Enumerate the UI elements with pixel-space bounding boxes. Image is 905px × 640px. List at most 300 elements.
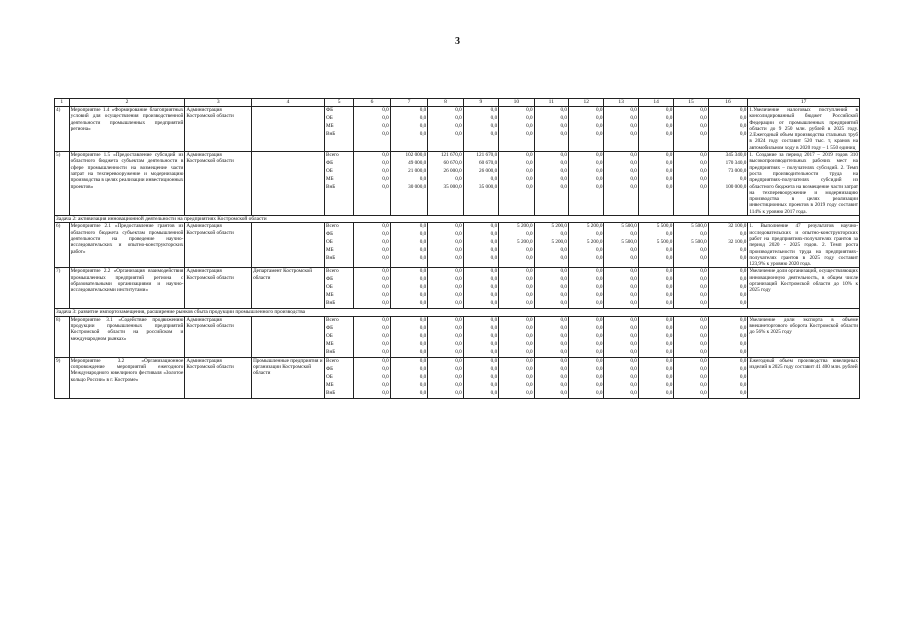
amount-value: 30 000,0	[408, 184, 427, 191]
amount-value: 0,0	[665, 152, 673, 159]
executor: Администрация Костромской области	[185, 268, 252, 309]
amount-value: 0,0	[560, 268, 568, 275]
amount-value: 0,0	[630, 340, 637, 347]
amount-column	[463, 357, 498, 398]
amount-value: 0,0	[490, 268, 498, 275]
amount-column	[499, 316, 534, 357]
funding-source-label: ВнБ	[326, 300, 336, 307]
executor: Администрация Костромской области	[185, 107, 252, 152]
amount-value: 60 670,0	[479, 160, 498, 167]
amount-value: 0,0	[526, 123, 533, 129]
amount-value: 0,0	[382, 176, 389, 183]
amount-column	[354, 268, 390, 309]
amount-value: 0,0	[700, 123, 707, 129]
amount-value: 0,0	[419, 123, 427, 129]
amount-value: 0,0	[382, 115, 389, 121]
amount-value: 0,0	[700, 316, 707, 323]
amount-value: 121 670,0	[476, 152, 498, 159]
amount-value: 0,0	[382, 268, 389, 275]
amount-value: 0,0	[455, 340, 462, 347]
column-header: 3	[185, 99, 252, 107]
amount-column	[390, 152, 428, 216]
header-row	[55, 99, 860, 107]
amount-value: 0,0	[455, 332, 462, 339]
amount-value: 0,0	[700, 247, 707, 254]
amount-value: 0,0	[419, 348, 427, 355]
amount-value: 0,0	[490, 332, 498, 339]
amount-value: 0,0	[700, 268, 707, 275]
column-header: 10	[499, 99, 534, 107]
amount-value: 0,0	[630, 168, 637, 175]
amount-value: 0,0	[382, 316, 389, 323]
measure-name: Мероприятие 3.1 «Содействие продвижению продукции промышленных предприятий Костромской области на российском и международном рынках»	[69, 316, 185, 357]
amount-value: 0,0	[382, 348, 389, 355]
amount-value: 0,0	[700, 292, 707, 299]
amount-column	[463, 107, 498, 152]
amount-value: 0,0	[560, 184, 568, 191]
amount-value: 0,0	[490, 231, 498, 238]
amount-value: 0,0	[560, 255, 568, 262]
amount-value: 0,0	[665, 357, 673, 364]
amount-value: 0,0	[455, 389, 462, 396]
amount-value: 0,0	[595, 231, 603, 238]
funding-sources	[325, 268, 354, 309]
amount-value: 0,0	[700, 184, 707, 191]
amount-value: 0,0	[595, 316, 603, 323]
amount-value: 0,0	[560, 300, 568, 307]
amount-value: 0,0	[630, 255, 637, 262]
measure-row	[55, 357, 860, 398]
amount-value: 0,0	[419, 268, 427, 275]
amount-value: 0,0	[560, 152, 568, 159]
amount-value: 0,0	[739, 389, 747, 396]
column-header: 4	[252, 99, 325, 107]
amount-value: 0,0	[419, 324, 427, 331]
amount-value: 0,0	[419, 231, 427, 238]
amount-value: 0,0	[382, 107, 389, 113]
funding-source-label: ОБ	[326, 332, 333, 339]
funding-source-label: МБ	[326, 123, 334, 129]
amount-value: 345 340,0	[725, 152, 747, 159]
amount-value: 0,0	[630, 107, 637, 113]
amount-value: 5 500,0	[656, 223, 673, 230]
column-header: 7	[390, 99, 428, 107]
amount-value: 0,0	[595, 348, 603, 355]
amount-value: 0,0	[419, 340, 427, 347]
amount-value: 0,0	[560, 115, 568, 121]
amount-value: 0,0	[595, 276, 603, 283]
amount-value: 0,0	[419, 365, 427, 372]
amount-value: 0,0	[700, 348, 707, 355]
amount-value: 0,0	[700, 365, 707, 372]
amount-value: 0,0	[382, 239, 389, 246]
amount-value: 0,0	[665, 160, 673, 167]
amount-value: 0,0	[490, 107, 498, 113]
executor: Администрация Костромской области	[185, 223, 252, 268]
amount-value: 0,0	[700, 168, 707, 175]
amount-value: 0,0	[455, 292, 462, 299]
amount-value: 32 100,0	[728, 239, 747, 246]
amount-value: 0,0	[595, 255, 603, 262]
amount-value: 0,0	[630, 292, 637, 299]
amount-value: 0,0	[490, 324, 498, 331]
column-header: 8	[428, 99, 463, 107]
funding-source-label: МБ	[326, 247, 334, 254]
amount-value: 0,0	[665, 268, 673, 275]
funding-source-label: ФБ	[326, 160, 334, 167]
amount-column	[708, 316, 748, 357]
amount-column	[499, 107, 534, 152]
amount-value: 0,0	[700, 131, 707, 137]
amount-value: 0,0	[490, 284, 498, 291]
amount-column	[674, 357, 708, 398]
amount-value: 0,0	[455, 300, 462, 307]
amount-value: 0,0	[419, 239, 427, 246]
amount-column	[390, 357, 428, 398]
amount-value: 0,0	[560, 348, 568, 355]
amount-column	[534, 316, 568, 357]
amount-column	[604, 357, 638, 398]
row-index: 9)	[55, 357, 70, 398]
amount-value: 0,0	[455, 107, 462, 113]
amount-column	[354, 152, 390, 216]
funding-source-label: ВнБ	[326, 255, 336, 262]
amount-value: 0,0	[455, 365, 462, 372]
amount-value: 0,0	[630, 276, 637, 283]
amount-value: 170 340,0	[725, 160, 747, 167]
amount-value: 0,0	[455, 381, 462, 388]
amount-column	[638, 357, 673, 398]
funding-source-label: ОБ	[326, 115, 333, 121]
row-index: 7)	[55, 268, 70, 309]
column-header: 14	[638, 99, 673, 107]
amount-column	[428, 268, 463, 309]
measure-name: Мероприятие 1.5 «Предоставление субсидий из областного бюджета субъектам деятельности в сфере промышленности на возмещение части затрат на техперевооружение и модернизацию производства в целях реализации инвестиционных проектов»	[69, 152, 185, 216]
amount-value: 0,0	[382, 300, 389, 307]
amount-value: 0,0	[490, 300, 498, 307]
amount-value: 0,0	[455, 316, 462, 323]
amount-value: 0,0	[419, 381, 427, 388]
amount-column	[674, 268, 708, 309]
amount-value: 0,0	[665, 231, 673, 238]
column-header: 6	[354, 99, 390, 107]
amount-value: 0,0	[455, 348, 462, 355]
amount-value: 0,0	[419, 373, 427, 380]
amount-value: 0,0	[382, 340, 389, 347]
amount-value: 0,0	[630, 284, 637, 291]
amount-value: 0,0	[665, 176, 673, 183]
amount-value: 0,0	[665, 300, 673, 307]
amount-value: 0,0	[382, 223, 389, 230]
amount-value: 0,0	[419, 176, 427, 183]
amount-value: 0,0	[526, 255, 533, 262]
amount-value: 0,0	[739, 231, 747, 238]
partner	[252, 107, 325, 152]
funding-source-label: ВнБ	[326, 348, 336, 355]
amount-value: 0,0	[739, 348, 747, 355]
amount-value: 0,0	[455, 239, 462, 246]
executor: Администрация Костромской области	[185, 152, 252, 216]
amount-value: 100 000,0	[725, 184, 747, 191]
amount-value: 0,0	[665, 373, 673, 380]
funding-source-label: МБ	[326, 381, 334, 388]
amount-value: 0,0	[700, 107, 707, 113]
amount-value: 32 100,0	[728, 223, 747, 230]
partner: Департамент Костромской области	[252, 268, 325, 309]
amount-value: 0,0	[739, 284, 747, 291]
amount-value: 5 500,0	[621, 239, 637, 246]
amount-value: 0,0	[382, 247, 389, 254]
measure-name: Мероприятие 2.2 «Организация взаимодействия промышленных предприятий региона с образовательными организациями и научно-исследовательскими институтами»	[69, 268, 185, 309]
amount-value: 0,0	[739, 131, 747, 137]
amount-value: 0,0	[526, 247, 533, 254]
amount-value: 0,0	[560, 324, 568, 331]
amount-value: 0,0	[700, 381, 707, 388]
amount-value: 0,0	[560, 168, 568, 175]
page-number: 3	[455, 36, 460, 47]
task-row	[55, 309, 860, 316]
amount-value: 0,0	[526, 357, 533, 364]
amount-value: 0,0	[382, 365, 389, 372]
expected-result: 1. Выполнение 47 результатов научно-исследовательских и опытно-конструкторских работ на предприятиях-получателях грантов за период 2020 - 2025 годов. 2. Темп роста производительности труда на предприятиях-получателях грантов в 2025 году составит 123,9% к уровню 2020 года.	[749, 223, 858, 268]
funding-source-label: МБ	[326, 176, 334, 183]
amount-column	[604, 107, 638, 152]
amount-column	[354, 357, 390, 398]
amount-value: 0,0	[455, 276, 462, 283]
funding-source-label: Всего	[326, 357, 339, 364]
amount-value: 0,0	[490, 365, 498, 372]
amount-value: 0,0	[455, 131, 462, 137]
amount-value: 0,0	[560, 284, 568, 291]
amount-value: 0,0	[419, 107, 427, 113]
amount-value: 0,0	[382, 324, 389, 331]
column-header: 13	[604, 99, 638, 107]
amount-column	[569, 357, 604, 398]
amount-column	[638, 316, 673, 357]
amount-value: 0,0	[560, 107, 568, 113]
amount-value: 0,0	[490, 131, 498, 137]
amount-value: 0,0	[630, 348, 637, 355]
amount-value: 0,0	[526, 365, 533, 372]
amount-value: 0,0	[665, 131, 673, 137]
amount-column	[604, 152, 638, 216]
amount-value: 0,0	[526, 107, 533, 113]
amount-value: 0,0	[382, 184, 389, 191]
amount-column	[674, 107, 708, 152]
amount-column	[428, 357, 463, 398]
amount-value: 0,0	[455, 231, 462, 238]
amount-value: 0,0	[595, 381, 603, 388]
funding-source-label: ВнБ	[326, 184, 336, 191]
amount-value: 0,0	[455, 123, 462, 129]
amount-value: 0,0	[382, 373, 389, 380]
amount-value: 0,0	[630, 365, 637, 372]
amount-value: 0,0	[739, 276, 747, 283]
amount-value: 73 000,0	[728, 168, 747, 175]
amount-column	[428, 107, 463, 152]
amount-value: 0,0	[490, 223, 498, 230]
measure-row	[55, 152, 860, 216]
amount-column	[638, 152, 673, 216]
amount-value: 0,0	[382, 231, 389, 238]
column-header: 1	[55, 99, 70, 107]
amount-value: 5 500,0	[621, 223, 637, 230]
amount-column	[354, 316, 390, 357]
column-header: 17	[748, 99, 860, 107]
amount-value: 0,0	[526, 316, 533, 323]
amount-value: 0,0	[455, 284, 462, 291]
amount-column	[463, 268, 498, 309]
amount-value: 0,0	[490, 373, 498, 380]
amount-value: 0,0	[490, 255, 498, 262]
amount-value: 0,0	[739, 255, 747, 262]
amount-value: 0,0	[595, 389, 603, 396]
column-header: 16	[708, 99, 748, 107]
amount-column	[499, 357, 534, 398]
task-heading: Задача 2: активизация инновационной деятельности на предприятиях Костромской области	[55, 216, 860, 223]
partner	[252, 316, 325, 357]
amount-value: 0,0	[595, 373, 603, 380]
amount-column	[674, 316, 708, 357]
amount-column	[390, 316, 428, 357]
amount-column	[390, 107, 428, 152]
funding-source-label: ОБ	[326, 373, 333, 380]
amount-column	[604, 316, 638, 357]
amount-column	[428, 223, 463, 268]
amount-value: 0,0	[526, 276, 533, 283]
amount-value: 0,0	[526, 348, 533, 355]
amount-column	[463, 316, 498, 357]
column-header: 12	[569, 99, 604, 107]
amount-value: 0,0	[382, 389, 389, 396]
amount-value: 5 200,0	[551, 223, 568, 230]
amount-value: 0,0	[490, 247, 498, 254]
amount-value: 5 200,0	[517, 223, 533, 230]
amount-column	[390, 223, 428, 268]
expected-result: 1.Увеличение налоговых поступлений в консолидированный бюджет Российской Федерации от промышленных предприятий области до 9 250 млн. рублей в 2025 году. 2.Ежегодный объем производства стальных труб в 2024 году составит 520 тыс. т, кранов на автомобильном ходу в 2020 году – 1 550 единиц	[749, 107, 858, 151]
amount-value: 0,0	[665, 107, 673, 113]
amount-value: 0,0	[595, 247, 603, 254]
amount-value: 0,0	[419, 292, 427, 299]
funding-source-label: ВнБ	[326, 131, 336, 137]
amount-value: 0,0	[630, 123, 637, 129]
amount-column	[569, 107, 604, 152]
amount-column	[499, 268, 534, 309]
amount-value: 0,0	[739, 268, 747, 275]
expected-result: Ежегодный объем производства ювелирных изделий в 2025 году составит 41 400 млн. рублей	[748, 357, 860, 398]
executor: Администрация Костромской области	[185, 357, 252, 398]
amount-value: 0,0	[382, 284, 389, 291]
amount-value: 0,0	[595, 357, 603, 364]
amount-value: 0,0	[560, 357, 568, 364]
amount-value: 0,0	[526, 389, 533, 396]
amount-value: 0,0	[490, 381, 498, 388]
amount-value: 0,0	[630, 152, 637, 159]
amount-value: 0,0	[595, 107, 603, 113]
amount-column	[674, 152, 708, 216]
amount-value: 5 500,0	[691, 223, 707, 230]
amount-value: 0,0	[595, 160, 603, 167]
amount-column	[499, 152, 534, 216]
row-index: 8)	[55, 316, 70, 357]
amount-value: 0,0	[739, 316, 747, 323]
funding-source-label: Всего	[326, 316, 339, 323]
measure-name: Мероприятие 2.1 «Предоставление грантов из областного бюджета субъектам промышленной деятельности на проведение научно-исследовательских и опытно-конструкторских работ»	[69, 223, 185, 268]
funding-source-label: ФБ	[326, 365, 334, 372]
expected-result: Увеличение доли экспорта в объеме внешнеторгового оборота Костромской области до 56% к 2025 году	[748, 316, 860, 357]
amount-value: 0,0	[455, 357, 462, 364]
amount-value: 0,0	[595, 292, 603, 299]
amount-column	[569, 268, 604, 309]
amount-value: 0,0	[595, 300, 603, 307]
amount-value: 0,0	[490, 239, 498, 246]
amount-value: 0,0	[595, 115, 603, 121]
amount-value: 0,0	[630, 184, 637, 191]
partner	[252, 152, 325, 216]
amount-value: 0,0	[560, 389, 568, 396]
amount-value: 49 000,0	[408, 160, 427, 167]
amount-value: 0,0	[419, 223, 427, 230]
funding-source-label: ФБ	[326, 276, 334, 283]
amount-value: 0,0	[630, 324, 637, 331]
amount-value: 102 000,0	[405, 152, 427, 159]
funding-source-label: Всего	[326, 223, 339, 230]
amount-value: 0,0	[665, 324, 673, 331]
amount-value: 0,0	[526, 332, 533, 339]
amount-value: 0,0	[630, 231, 637, 238]
amount-value: 0,0	[665, 332, 673, 339]
amount-value: 0,0	[595, 332, 603, 339]
amount-value: 0,0	[560, 247, 568, 254]
amount-column	[499, 223, 534, 268]
amount-value: 0,0	[700, 176, 707, 183]
amount-value: 0,0	[739, 107, 747, 113]
amount-value: 0,0	[700, 389, 707, 396]
executor: Администрация Костромской области	[185, 316, 252, 357]
amount-column	[708, 152, 748, 216]
amount-value: 0,0	[419, 389, 427, 396]
amount-value: 5 200,0	[517, 239, 533, 246]
amount-value: 0,0	[665, 365, 673, 372]
amount-value: 0,0	[595, 176, 603, 183]
amount-column	[638, 268, 673, 309]
measure-row	[55, 268, 860, 309]
amount-value: 0,0	[739, 115, 747, 121]
column-header: 2	[69, 99, 185, 107]
amount-value: 0,0	[630, 300, 637, 307]
amount-value: 0,0	[419, 131, 427, 137]
amount-value: 0,0	[490, 348, 498, 355]
amount-value: 0,0	[630, 247, 637, 254]
amount-value: 0,0	[560, 316, 568, 323]
amount-value: 0,0	[665, 115, 673, 121]
column-header: 11	[534, 99, 568, 107]
amount-value: 0,0	[526, 152, 533, 159]
amount-column	[708, 107, 748, 152]
task-row	[55, 216, 860, 223]
amount-column	[674, 223, 708, 268]
amount-value: 0,0	[665, 184, 673, 191]
amount-value: 0,0	[455, 115, 462, 121]
amount-value: 0,0	[700, 160, 707, 167]
task-heading: Задача 3: развитие импортозамещения, расширение рынков сбыта продукции промышленного производства	[55, 309, 860, 316]
amount-value: 0,0	[700, 340, 707, 347]
amount-value: 0,0	[382, 160, 389, 167]
amount-value: 0,0	[665, 276, 673, 283]
amount-value: 0,0	[419, 284, 427, 291]
amount-value: 0,0	[595, 324, 603, 331]
amount-value: 0,0	[700, 231, 707, 238]
